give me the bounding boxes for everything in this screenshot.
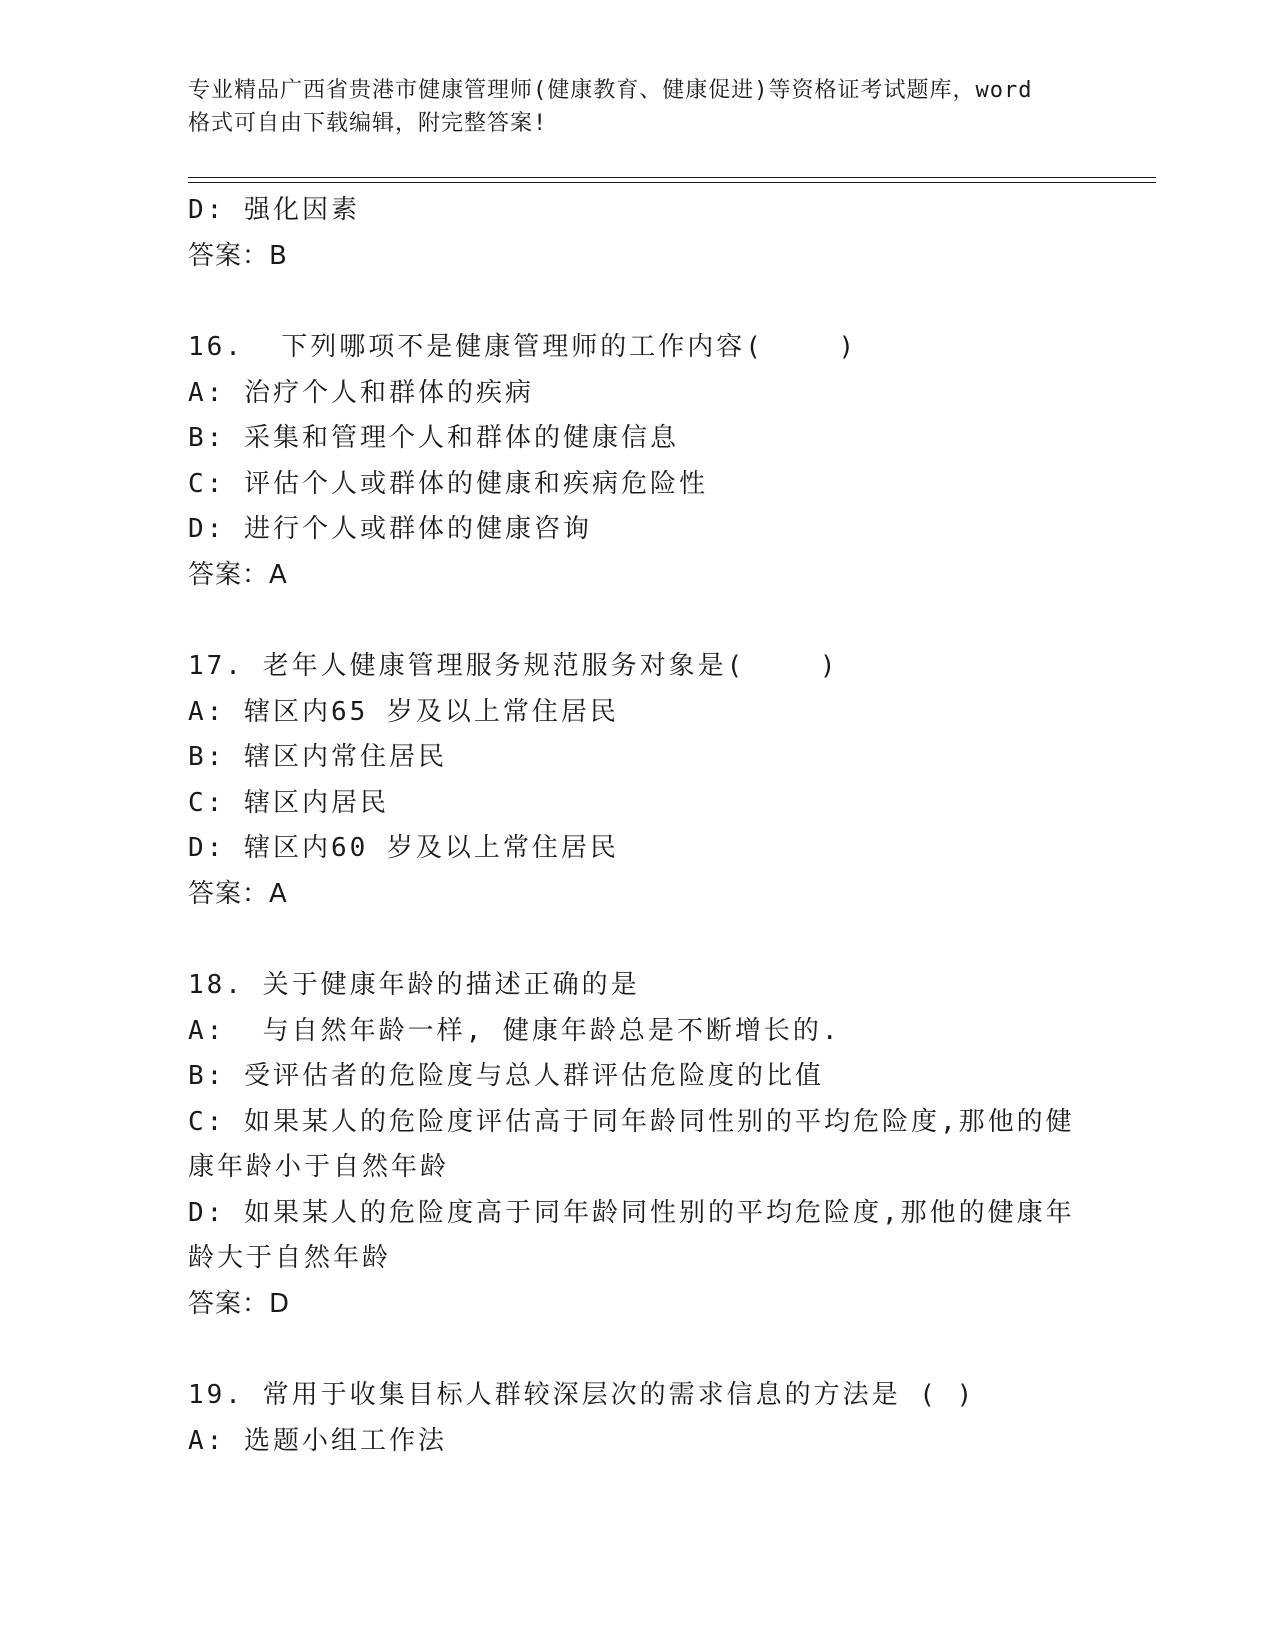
- option-d: D: 如果某人的危险度高于同年龄同性别的平均危险度,那他的健康年龄大于自然年龄: [188, 1197, 1075, 1273]
- header-rule-bottom: [188, 182, 1156, 183]
- header-line-2: 格式可自由下载编辑，附完整答案!: [188, 111, 548, 136]
- spacer: [188, 917, 1088, 963]
- question-list: [188, 188, 1088, 1464]
- answer-line: 答案：A: [188, 878, 288, 909]
- option-d: D: 辖区内60 岁及以上常住居民: [188, 833, 619, 863]
- answer-line: 答案：A: [188, 559, 288, 590]
- option-c: C: 如果某人的危险度评估高于同年龄同性别的平均危险度,那他的健康年龄小于自然年龄: [188, 1106, 1075, 1182]
- question-stem: 17. 老年人健康管理服务规范服务对象是( ): [188, 651, 839, 681]
- option-c: C: 评估个人或群体的健康和疾病危险性: [188, 468, 708, 499]
- option-a: A: 选题小组工作法: [188, 1425, 447, 1456]
- question-17: [188, 644, 1088, 917]
- option-b: B: 辖区内常住居民: [188, 742, 447, 772]
- question-stem: 19. 常用于收集目标人群较深层次的需求信息的方法是 ( ): [188, 1380, 976, 1410]
- question-stem: 16. 下列哪项不是健康管理师的工作内容( ): [188, 332, 858, 362]
- question-18: [188, 963, 1088, 1327]
- option-b: B: 采集和管理个人和群体的健康信息: [188, 423, 679, 453]
- spacer: [188, 598, 1088, 644]
- answer-line: 答案：B: [188, 240, 288, 271]
- option-d: D: 进行个人或群体的健康咨询: [188, 514, 592, 544]
- option-b: B: 受评估者的危险度与总人群评估危险度的比值: [188, 1061, 824, 1091]
- page-header: [188, 74, 1088, 140]
- option-a: A: 辖区内65 岁及以上常住居民: [188, 696, 619, 727]
- option-c: C: 辖区内居民: [188, 787, 389, 818]
- answer-line: 答案：D: [188, 1288, 291, 1319]
- option-a: A: 治疗个人和群体的疾病: [188, 377, 534, 408]
- option-d: D: 强化因素: [188, 195, 360, 225]
- spacer: [188, 1327, 1088, 1373]
- question-16: [188, 325, 1088, 598]
- header-rule-top: [188, 177, 1156, 178]
- question-19: [188, 1373, 1088, 1464]
- option-a: A: 与自然年龄一样, 健康年龄总是不断增长的.: [188, 1015, 841, 1046]
- spacer: [188, 279, 1088, 325]
- header-line-1: 专业精品广西省贵港市健康管理师(健康教育、健康促进)等资格证考试题库，word: [188, 78, 1033, 103]
- question-stem: 18. 关于健康年龄的描述正确的是: [188, 970, 640, 1000]
